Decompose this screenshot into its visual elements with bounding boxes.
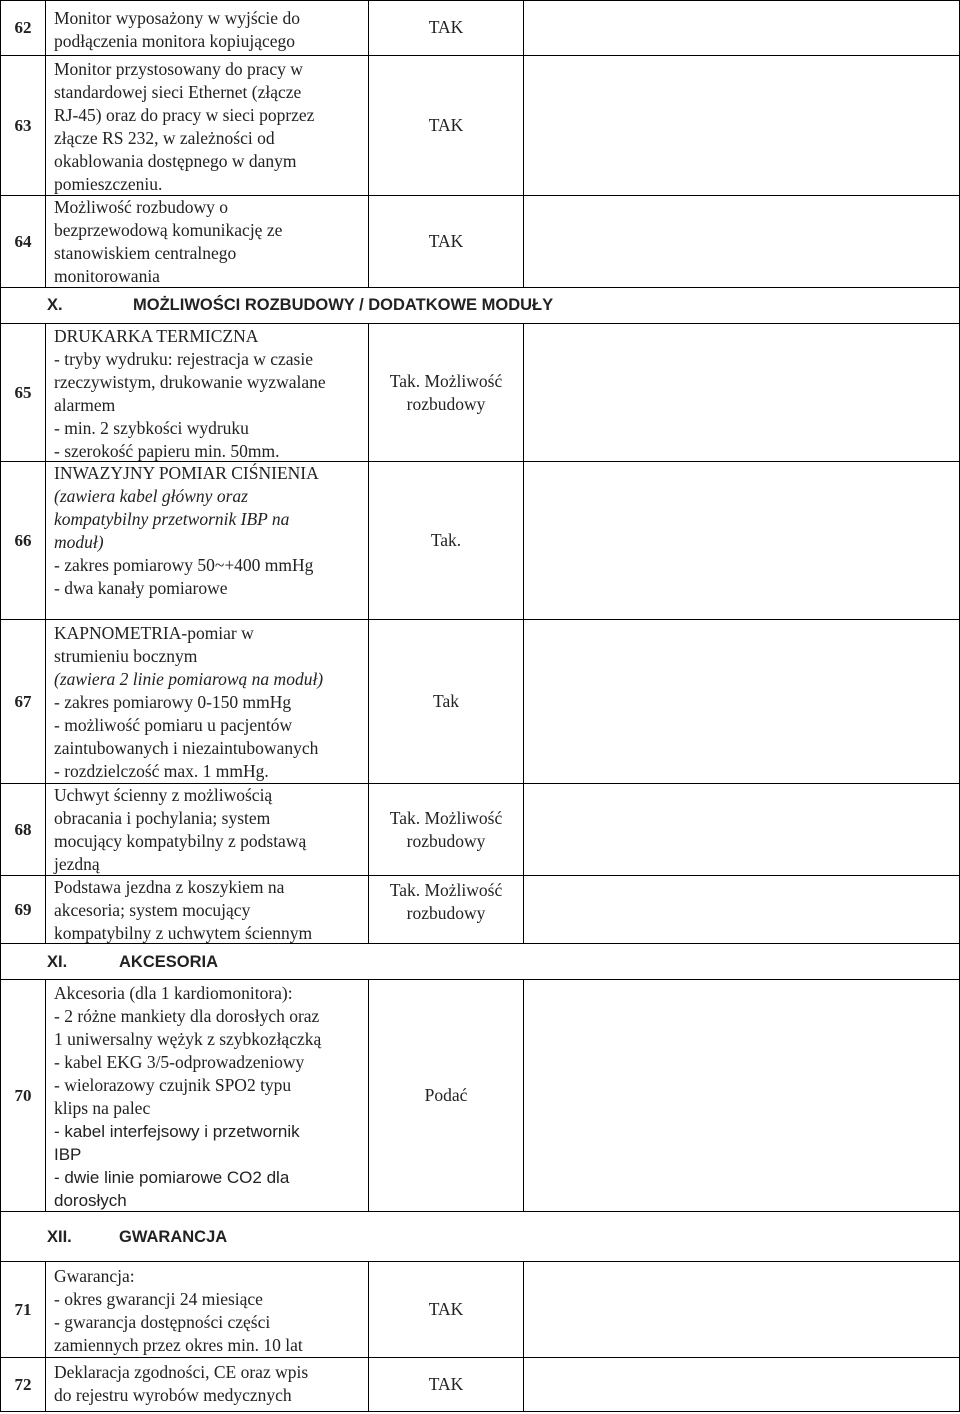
row-value: TAK [369, 1262, 524, 1357]
section-title: MOŻLIWOŚCI ROZBUDOWY / DODATKOWE MODUŁY [133, 296, 554, 314]
table-row [0, 1262, 960, 1358]
row-number: 69 [0, 876, 46, 943]
section-title: GWARANCJA [119, 1228, 228, 1246]
table-row [0, 0, 960, 56]
row-number: 71 [0, 1262, 46, 1357]
row-value: TAK [369, 1358, 524, 1411]
row-value: Podać [369, 980, 524, 1211]
row-description: KAPNOMETRIA-pomiar w strumieniu bocznym (zawiera 2 linie pomiarową na moduł) - zakres pomiarowy 0-150 mmHg - możliwość pomiaru u pacjentów zaintubowanych i niezaintubowanych - rozdzielczość max. 1 mmHg. [46, 620, 369, 783]
table-row [0, 462, 960, 620]
row-number: 64 [0, 196, 46, 287]
row-description: Deklaracja zgodności, CE oraz wpis do rejestru wyrobów medycznych [46, 1358, 369, 1411]
table-row [0, 980, 960, 1212]
section-header-warranty [0, 1212, 960, 1262]
section-header-expansion [0, 288, 960, 324]
row-description: Akcesoria (dla 1 kardiomonitora): - 2 różne mankiety dla dorosłych oraz 1 uniwersalny wężyk z szybkozłączką - kabel EKG 3/5-odprowadzeniowy - wielorazowy czujnik SPO2 typu klips na palec - kabel interfejsowy i przetwornik IBP - dwie linie pomiarowe CO2 dla dorosłych [46, 980, 369, 1211]
row-number: 68 [0, 784, 46, 875]
table-row [0, 56, 960, 196]
row-number: 72 [0, 1358, 46, 1411]
row-value: TAK [369, 196, 524, 287]
row-notes [524, 196, 960, 287]
row-value: Tak. Możliwość rozbudowy [369, 876, 524, 943]
row-number: 65 [0, 324, 46, 461]
row-description: DRUKARKA TERMICZNA - tryby wydruku: rejestracja w czasie rzeczywistym, drukowanie wyzwalane alarmem - min. 2 szybkości wydruku - szerokość papieru min. 50mm. [46, 324, 369, 461]
table-row [0, 620, 960, 784]
row-value: Tak [369, 620, 524, 783]
table-row [0, 1358, 960, 1412]
row-notes [524, 784, 960, 875]
row-value: Tak. Możliwość rozbudowy [369, 324, 524, 461]
row-value: Tak. [369, 462, 524, 619]
section-header-accessories [0, 944, 960, 980]
table-row [0, 196, 960, 288]
section-title: AKCESORIA [119, 953, 219, 971]
row-number: 62 [0, 0, 46, 55]
section-numeral: XI. [47, 953, 68, 971]
row-notes [524, 876, 960, 943]
row-number: 67 [0, 620, 46, 783]
section-numeral: X. [47, 296, 63, 314]
table-row [0, 876, 960, 944]
row-notes [524, 462, 960, 619]
row-notes [524, 1358, 960, 1411]
row-description: Podstawa jezdna z koszykiem na akcesoria; system mocujący kompatybilny z uchwytem ściennym [46, 876, 369, 943]
row-value: TAK [369, 0, 524, 55]
row-notes [524, 324, 960, 461]
row-notes [524, 56, 960, 195]
table-row [0, 324, 960, 462]
row-value: TAK [369, 56, 524, 195]
row-notes [524, 1262, 960, 1357]
row-description: Uchwyt ścienny z możliwością obracania i pochylania; system mocujący kompatybilny z podstawą jezdną [46, 784, 369, 875]
row-number: 63 [0, 56, 46, 195]
row-description: Gwarancja: - okres gwarancji 24 miesiące - gwarancja dostępności części zamiennych przez okres min. 10 lat [46, 1262, 369, 1357]
table-row [0, 784, 960, 876]
row-number: 66 [0, 462, 46, 619]
row-notes [524, 980, 960, 1211]
section-numeral: XII. [47, 1228, 72, 1246]
row-description: Możliwość rozbudowy o bezprzewodową komunikację ze stanowiskiem centralnego monitorowania [46, 196, 369, 287]
row-value: Tak. Możliwość rozbudowy [369, 784, 524, 875]
row-description: Monitor wyposażony w wyjście do podłączenia monitora kopiującego [46, 0, 369, 55]
row-notes [524, 620, 960, 783]
row-description: Monitor przystosowany do pracy w standardowej sieci Ethernet (złącze RJ-45) oraz do pracy w sieci poprzez złącze RS 232, w zależności od okablowania dostępnego w danym pomieszczeniu. [46, 56, 369, 195]
row-description: INWAZYJNY POMIAR CIŚNIENIA (zawiera kabel główny oraz kompatybilny przetwornik IBP na moduł) - zakres pomiarowy 50~+400 mmHg - dwa kanały pomiarowe [46, 462, 369, 619]
row-notes [524, 0, 960, 55]
row-number: 70 [0, 980, 46, 1211]
